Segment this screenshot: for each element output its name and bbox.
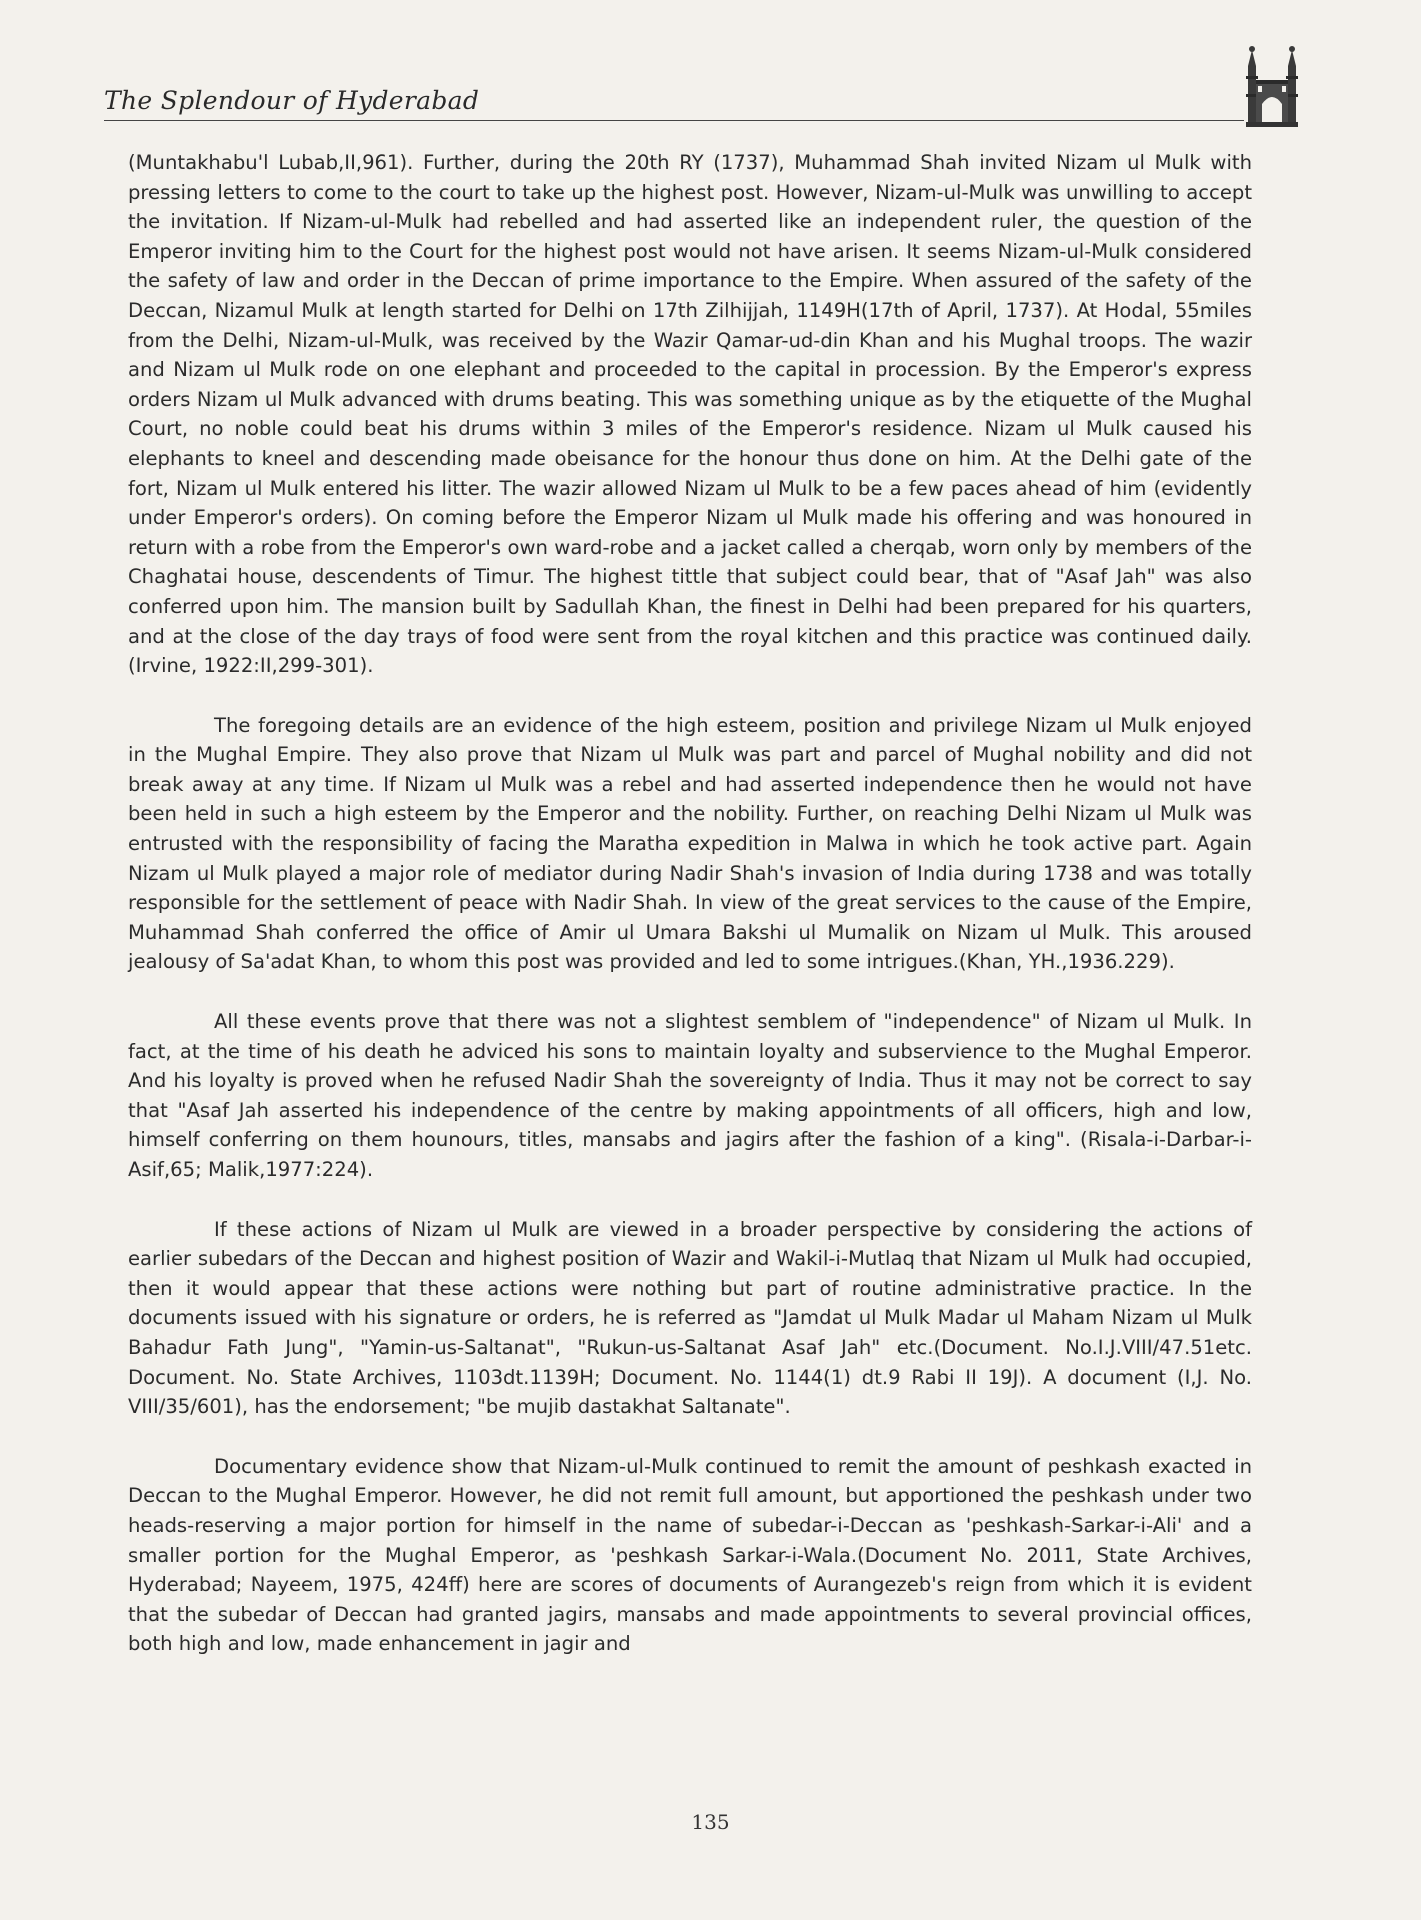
paragraph-3: All these events prove that there was not a slightest semblem of "independence" of Nizam ul Mulk. In fact, at the time of his death he adviced his sons to maintain loyalty and subservience to the Mughal Emperor. And his loyalty is proved when he refused Nadir Shah the sovereignty of India. Thus it may not be correct to say that "Asaf Jah asserted his independence of the centre by making appointments of all officers, high and low, himself conferring on them hounours, titles, mansabs and jagirs after the fashion of a king". (Risala-i-Darbar-i-Asif,65; Malik,1977:224). — [128, 1010, 1252, 1181]
header-rule — [104, 120, 1244, 121]
charminar-icon — [1242, 44, 1302, 128]
book-title: The Splendour of Hyderabad — [104, 86, 480, 115]
page-number: 135 — [691, 1810, 730, 1834]
paragraph-1: (Muntakhabu'l Lubab,II,961). Further, during the 20th RY (1737), Muhammad Shah invited Nizam ul Mulk with pressing letters to come to the court to take up the highest post. However, Nizam-ul-Mulk was unwilling to accept the invitation. If Nizam-ul-Mulk had rebelled and had asserted like an independent ruler, the question of the Emperor inviting him to the Court for the highest post would not have arisen. It seems Nizam-ul-Mulk considered the safety of law and order in the Deccan of prime importance to the Empire. When assured of the safety of the Deccan, Nizamul Mulk at length started for Delhi on 17th Zilhijjah, 1149H(17th of April, 1737). At Hodal, 55miles from the Delhi, Nizam-ul-Mulk, was received by the Wazir Qamar-ud-din Khan and his Mughal troops. The wazir and Nizam ul Mulk rode on one elephant and proceeded to the capital in procession. By the Emperor's express orders Nizam ul Mulk advanced with drums beating. This was something unique as by the etiquette of the Mughal Court, no noble could beat his drums within 3 miles of the Emperor's residence. Nizam ul Mulk caused his elephants to kneel and descending made obeisance for the honour thus done on him. At the Delhi gate of the fort, Nizam ul Mulk entered his litter. The wazir allowed Nizam ul Mulk to be a few paces ahead of him (evidently under Emperor's orders). On coming before the Emperor Nizam ul Mulk made his offering and was honoured in return with a robe from the Emperor's own ward-robe and a jacket called a cherqab, worn only by members of the Chaghatai house, descendents of Timur. The highest tittle that subject could bear, that of "Asaf Jah" was also conferred upon him. The mansion built by Sadullah Khan, the finest in Delhi had been prepared for his quarters, and at the close of the day trays of food were sent from the royal kitchen and this practice was continued daily.(Irvine, 1922:II,299-301). — [128, 151, 1252, 678]
paragraph-4: If these actions of Nizam ul Mulk are viewed in a broader perspective by considering the actions of earlier subedars of the Deccan and highest position of Wazir and Wakil-i-Mutlaq that Nizam ul Mulk had occupied, then it would appear that these actions were nothing but part of routine administrative practice. In the documents issued with his signature or orders, he is referred as "Jamdat ul Mulk Madar ul Maham Nizam ul Mulk Bahadur Fath Jung", "Yamin-us-Saltanat", "Rukun-us-Saltanat Asaf Jah" etc.(Document. No.I.J.VIII/47.51etc. Document. No. State Archives, 1103dt.1139H; Document. No. 1144(1) dt.9 Rabi II 19J). A document (I,J. No. VIII/35/601), has the endorsement; "be mujib dastakhat Saltanate". — [128, 1217, 1252, 1419]
paragraph-2: The foregoing details are an evidence of the high esteem, position and privilege Nizam ul Mulk enjoyed in the Mughal Empire. They also prove that Nizam ul Mulk was part and parcel of Mughal nobility and did not break away at any time. If Nizam ul Mulk was a rebel and had asserted independence then he would not have been held in such a high esteem by the Emperor and the nobility. Further, on reaching Delhi Nizam ul Mulk was entrusted with the responsibility of facing the Maratha expedition in Malwa in which he took active part. Again Nizam ul Mulk played a major role of mediator during Nadir Shah's invasion of India during 1738 and was totally responsible for the settlement of peace with Nadir Shah. In view of the great services to the cause of the Empire, Muhammad Shah conferred the office of Amir ul Umara Bakshi ul Mumalik on Nizam ul Mulk. This aroused jealousy of Sa'adat Khan, to whom this post was provided and led to some intrigues.(Khan, YH.,1936.229). — [128, 713, 1252, 974]
body-text — [128, 148, 1252, 1659]
running-header — [104, 86, 1244, 122]
paragraph-5: Documentary evidence show that Nizam-ul-Mulk continued to remit the amount of peshkash exacted in Deccan to the Mughal Emperor. However, he did not remit full amount, but apportioned the peshkash under two heads-reserving a major portion for himself in the name of subedar-i-Deccan as 'peshkash-Sarkar-i-Ali' and a smaller portion for the Mughal Emperor, as 'peshkash Sarkar-i-Wala.(Document No. 2011, State Archives, Hyderabad; Nayeem, 1975, 424ff) here are scores of documents of Aurangezeb's reign from which it is evident that the subedar of Deccan had granted jagirs, mansabs and made appointments to several provincial offices, both high and low, made enhancement in jagir and — [128, 1454, 1252, 1656]
